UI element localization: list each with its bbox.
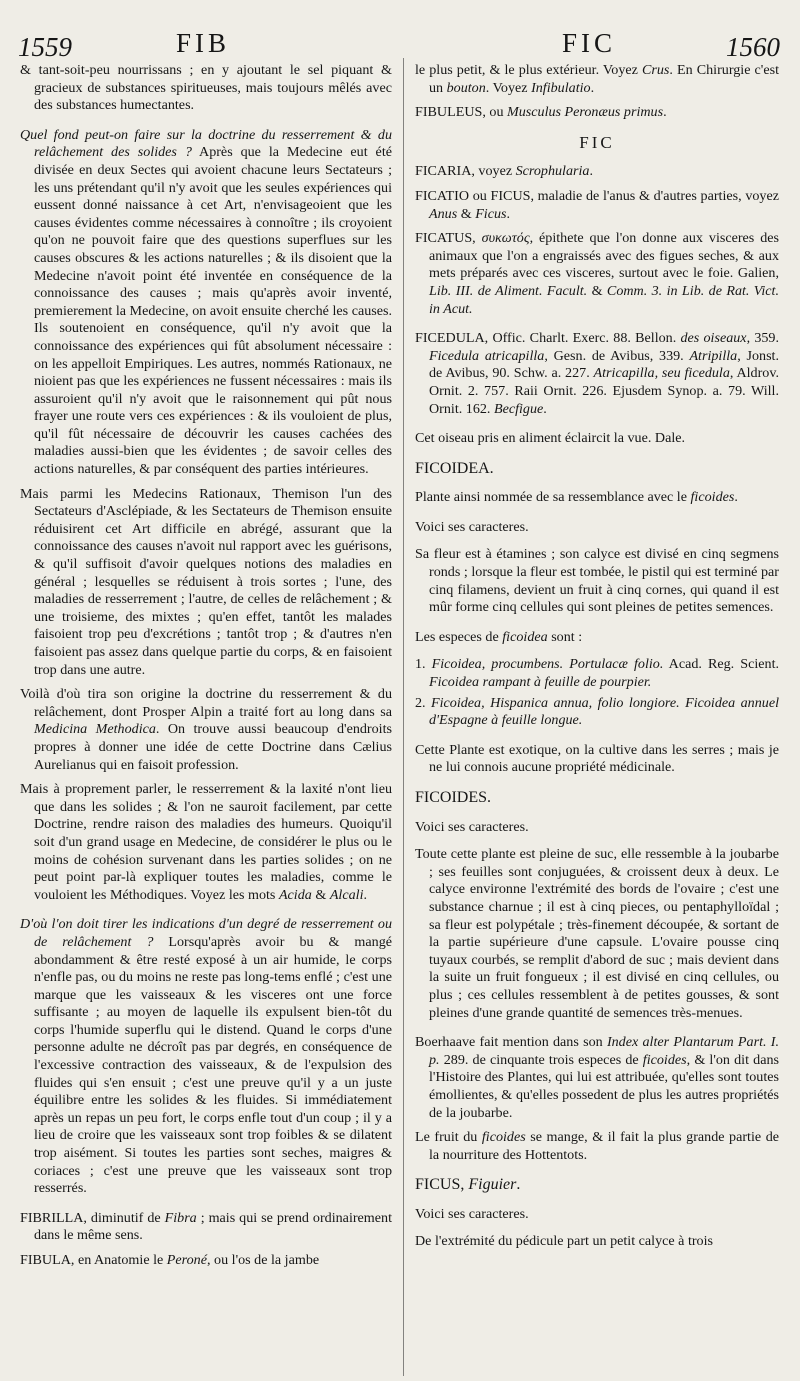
entry-ficedula: FICEDULA, Offic. Charlt. Exerc. 88. Bellon. des oiseaux, 359. Ficedula atricapilla, Gesn. de Avibus, 339. Atripilla, Jonst. de Avibus, 90. Schw. a. 227. Atricapilla, seu ficedula, Aldrov. Ornit. 2. 757. Raii Ornit. 226. Ejusdem Synop. a. 79. Will. Ornit. 162. Becfigue. bbox=[415, 330, 780, 417]
entry-ficatus: FICATUS, συκωτός, épithete que l'on donne aux visceres des animaux que l'on a engraissés avec des figues seches, & aux mets préparés avec ces visceres, surtout avec le foie. Galien, Lib. III. de Aliment. Facult. & Comm. 3. in Lib. de Rat. Vict. in Acut. bbox=[415, 230, 779, 317]
entry-fibula: FIBULA, en Anatomie le Peroné, ou l'os de la jambe bbox=[20, 1252, 320, 1268]
indications-question: D'où l'on doit tirer les indications d'un degré de resserrement ou de relâchement ? Lorsqu'après avoir bu & mangé abondamment & être resté exposé à un air humide, le corps n'enfle pas, ou du moins ne reste pas long-tems enflé ; c'est une marque que les vaisseaux & les visceres ont une force suffisante ; au moyen de laquelle ils expulsent bien-tôt du corps l'humide superflu qui le distend. Quand le corps d'une personne adulte ne décroît pas par degrés, en conséquence de l'excessive contraction des vaisseaux, & de l'expulsion des fluides qui s'en ensuit ; c'est une preuve qu'il y a un juste équilibre entre les solides & les fluides. Si immédiatement après un repas un peu fort, le corps enfle tout d'un coup ; il y a lieu de croire que les vaisseaux sont trop foibles & se dilatent trop aisément. Si toutes les parties sont seches, maigres & coriaces ; c'est une preuve que les vaisseaux sont trop resserrés. bbox=[20, 916, 392, 1197]
ficoidea-flower-description: Sa fleur est à étamines ; son calyce est divisé en cinq segmens ronds ; lorsque la fleur est tombée, le pistil qui est terminé par cinq filamens, devient un fruit à cinq cornes, qui quand il est mûr forme cinq cellules qui sont pleines de petites semences. bbox=[415, 546, 779, 616]
right-page-number: 1560 bbox=[726, 32, 780, 62]
entry-ficoides-heading: FICOIDES. bbox=[415, 789, 492, 806]
entry-fibrilla: FIBRILLA, diminutif de Fibra ; mais qui se prend ordinairement dans le même sens. bbox=[20, 1209, 392, 1244]
ficoides-caracteres-label: Voici ses caracteres. bbox=[415, 818, 529, 835]
section-heading-fic: FIC bbox=[579, 132, 615, 152]
fibula-continuation: le plus petit, & le plus extérieur. Voyez Crus. En Chirurgie c'est un bouton. Voyez Infibulatio. bbox=[415, 62, 779, 96]
left-running-head: FIB bbox=[176, 28, 231, 58]
entry-ficatio: FICATIO ou FICUS, maladie de l'anus & d'autres parties, voyez Anus & Ficus. bbox=[415, 187, 779, 222]
fib-continuation: & tant-soit-peu nourrissans ; en y ajoutant le sel piquant & gracieux de substances spiritueuses, mais toujours mêlés avec des substances humectantes. bbox=[20, 62, 392, 114]
resserrement-question: Quel fond peut-on faire sur la doctrine du resserrement & du relâchement des solides ? Après que la Medecine eut été divisée en deux Sectes qui avoient chacune leurs Sectateurs ; les uns prétendant qu'il n'y avoit que les seules expériences qui eussent donné naissance à cet Art, n'envisageoient que les causes évidentes comme nécessaires à connoître ; ils croyoient qu'on ne pouvoit faire que des questions superflues sur les causes obscures & les actions naturelles ; & ils disoient que la Medecine n'avoit point été inventée en conséquence de la connoissance des causes ; mais qu'après avoir inventé, premierement la Medecine, on avoit ensuite cherché les causes. Ils soutenoient en conséquence, qu'il n'y avoit que la connoissance des expériences qui fût absolument nécessaire : on les appelloit Empiriques. Les autres, nommés Rationaux, ne nioient pas que les expériences ne fussent nécessaires : mais ils assuroient qu'il n'y avoit que le raisonnement qui pût nous frayer une route vers ces expériences : & ils vouloient de plus, qu'il fût nécessaire de découvrir les causes cachées des maladies aussi-bien que les évidentes ; de savoir celles des actions naturelles, & par conséquent des parties intérieures. bbox=[20, 126, 392, 478]
entry-ficaria: FICARIA, voyez Scrophularia. bbox=[415, 163, 594, 180]
ficoidea-description: Plante ainsi nommée de sa ressemblance avec le ficoides. bbox=[415, 489, 738, 506]
ficus-caracteres-label: Voici ses caracteres. bbox=[415, 1205, 529, 1222]
ficoides-description: Toute cette plante est pleine de suc, elle ressemble à la joubarbe ; ses feuilles sont conjuguées, & croissent deux à deux. Le calyce environne l'extrémité des bords de l'ovaire ; c'est une substance charnue ; il est à cinq pieces, ou pentaphylloïdal ; sa fleur est polypétale ; très-finement découpée, & sortant de la partie supérieure d'une capsule. L'ovaire pousse cinq tuyaux courbés, se remplit d'abord de suc ; mais devient dans la suite un fruit fongueux ; il est divisé en cinq cellules, ou plus ; ces cellules ressemblent à de petites gousses, & sont pleines d'une grande quantité de semences très-menues. bbox=[415, 846, 779, 1021]
column-divider bbox=[403, 58, 404, 1376]
ficoidea-culture-note: Cette Plante est exotique, on la cultive dans les serres ; mais je ne lui connois aucune propriété médicinale. bbox=[415, 741, 779, 776]
rationaux-paragraph: Mais parmi les Medecins Rationaux, Themison l'un des Sectateurs d'Asclépiade, & les Sectateurs de Themison ensuite réduisirent cet Art difficile en abrégé, assurant que la connoissance des causes n'avoit nul rapport avec les guérisons, & qu'il suffisoit d'avoir quelques notions des maladies en général ; lesquelles se réduisent à trois sortes ; l'une, des maladies de resserrement ; l'autre, de celles de relâchement ; & une troisieme, des mixtes ; qu'en effet, tantôt les malades faisoient trop peu d'excrétions ; tantôt trop ; & d'autres n'en faisoient pas assez dans quelque partie du corps, & en faisoient trop dans une autre. bbox=[20, 485, 392, 678]
ficoidea-species-label: Les especes de ficoidea sont : bbox=[415, 628, 583, 645]
ficus-description: De l'extrémité du pédicule part un petit calyce à trois bbox=[415, 1233, 713, 1250]
laxite-paragraph: Mais à proprement parler, le resserrement & la laxité n'ont lieu que dans les solides ; & l'on ne sauroit facilement, par cette Doctrine, rendre raison des maladies des humeurs. Quoiqu'il soit d'un grand usage en Medecine, de considérer le plus ou le moins de cohésion survenant dans les parties solides ; on ne peut point par-là expliquer toutes les maladies, comme le vouloient les Méthodiques. Voyez les mots Acida & Alcali. bbox=[20, 781, 392, 903]
left-page-number: 1559 bbox=[18, 32, 72, 62]
entry-fibuleus: FIBULEUS, ou Musculus Peronæus primus. bbox=[415, 104, 667, 121]
left-column bbox=[20, 62, 392, 1277]
ficedula-usage: Cet oiseau pris en aliment éclaircit la vue. Dale. bbox=[415, 430, 686, 447]
entry-ficoidea-heading: FICOIDEA. bbox=[415, 459, 494, 477]
page-header bbox=[0, 22, 800, 62]
doctrine-origin-paragraph: Voilà d'où tira son origine la doctrine du resserrement & du relâchement, dont Prosper Alpin a traité fort au long dans sa Medicina Methodica. On trouve aussi beaucoup d'endroits propres à donner une idée de cette Doctrine dans Cælius Aurelianus qui en faisoit profession. bbox=[20, 686, 392, 773]
list-item: 1. Ficoidea, procumbens. Portulacæ folio. Acad. Reg. Scient. Ficoidea rampant à feuille de pourpier. bbox=[415, 656, 780, 691]
ficoides-boerhaave: Boerhaave fait mention dans son Index alter Plantarum Part. I. p. 289. de cinquante trois especes de ficoides, & l'on dit dans l'Histoire des Plantes, qui lui est attribuée, qu'elles sont toutes émollientes, & qu'elles possedent de plus les autres propriétés de la joubarbe. bbox=[415, 1034, 779, 1121]
list-item: 2. Ficoidea, Hispanica annua, folio longiore. Ficoidea annuel d'Espagne à feuille longue. bbox=[415, 694, 779, 729]
right-column bbox=[415, 62, 779, 1258]
ficoides-fruit: Le fruit du ficoides se mange, & il fait la plus grande partie de la nourriture des Hottentots. bbox=[415, 1129, 779, 1163]
entry-ficus-heading: FICUS, Figuier. bbox=[415, 1176, 521, 1194]
right-running-head: FIC bbox=[562, 28, 617, 58]
ficoidea-species-list bbox=[415, 656, 779, 729]
ficoidea-caracteres-label: Voici ses caracteres. bbox=[415, 518, 529, 535]
